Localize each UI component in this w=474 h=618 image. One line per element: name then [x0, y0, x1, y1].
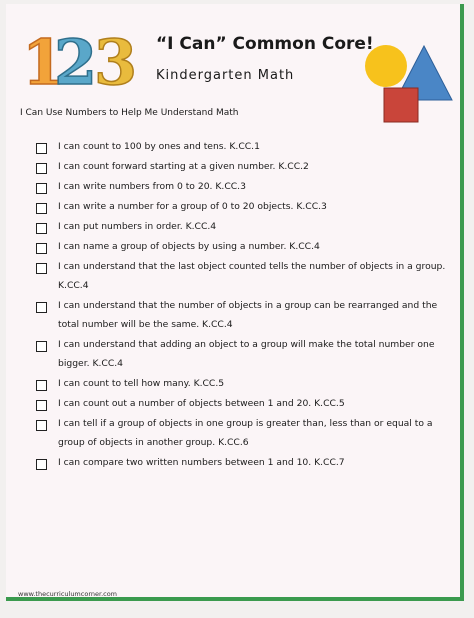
- checklist-item-text: I can put numbers in order. K.CC.4: [58, 221, 217, 232]
- checkbox[interactable]: [36, 223, 47, 234]
- checklist-item: [36, 399, 456, 413]
- checklist-item: [36, 162, 456, 176]
- checkbox[interactable]: [36, 459, 47, 470]
- checklist-item: [36, 301, 456, 334]
- checkbox[interactable]: [36, 380, 47, 391]
- checkbox[interactable]: [36, 203, 47, 214]
- checklist-item-text: I can name a group of objects by using a number. K.CC.4: [58, 241, 320, 252]
- checklist-item-text: I can write numbers from 0 to 20. K.CC.3: [58, 181, 246, 192]
- checklist-item: [36, 182, 456, 196]
- checklist-item-text: I can count to 100 by ones and tens. K.CC.1: [58, 141, 260, 152]
- checklist-item-text: I can count out a number of objects between 1 and 20. K.CC.5: [58, 398, 345, 409]
- numbers-logo-icon: [20, 22, 140, 92]
- red-square-icon: [384, 88, 418, 122]
- checkbox[interactable]: [36, 420, 47, 431]
- checkbox[interactable]: [36, 263, 47, 274]
- checklist-item-text: I can understand that the last object counted tells the number of objects in a group. K.CC.4: [58, 261, 446, 291]
- checklist-item: [36, 379, 456, 393]
- section-heading: I Can Use Numbers to Help Me Understand Math: [20, 108, 239, 118]
- checkbox[interactable]: [36, 183, 47, 194]
- checklist-item: [36, 222, 456, 236]
- checkbox[interactable]: [36, 243, 47, 254]
- checklist-item: [36, 142, 456, 156]
- checklist-item-text: I can count forward starting at a given number. K.CC.2: [58, 161, 309, 172]
- footer-url: www.thecurriculumcorner.com: [18, 590, 118, 598]
- svg-text:3: 3: [94, 26, 138, 92]
- checklist-item-text: I can understand that adding an object to a group will make the total number one bigger. K.CC.4: [58, 339, 435, 369]
- checkbox[interactable]: [36, 400, 47, 411]
- checklist-item-text: I can tell if a group of objects in one group is greater than, less than or equal to a group of objects in another group. K.CC.6: [58, 418, 433, 448]
- checkbox[interactable]: [36, 302, 47, 313]
- checklist-item-text: I can understand that the number of objects in a group can be rearranged and the total number will be the same. K.CC.4: [58, 300, 438, 330]
- worksheet-page: [6, 4, 464, 601]
- checklist-item: [36, 458, 456, 472]
- shapes-illustration-icon: [362, 44, 454, 126]
- yellow-circle-icon: [365, 45, 407, 87]
- checkbox[interactable]: [36, 341, 47, 352]
- page-title: “I Can” Common Core!: [156, 34, 374, 54]
- checklist-item-text: I can compare two written numbers between 1 and 10. K.CC.7: [58, 457, 345, 468]
- checklist-item: [36, 242, 456, 256]
- checklist-item-text: I can count to tell how many. K.CC.5: [58, 378, 225, 389]
- checklist-item-text: I can write a number for a group of 0 to 20 objects. K.CC.3: [58, 201, 327, 212]
- checkbox[interactable]: [36, 143, 47, 154]
- checkbox[interactable]: [36, 163, 47, 174]
- checklist-item: [36, 340, 456, 373]
- svg-text:1: 1: [22, 26, 66, 92]
- svg-text:2: 2: [54, 26, 98, 92]
- checklist-item: [36, 419, 456, 452]
- checklist-item: [36, 202, 456, 216]
- checklist-item: [36, 262, 456, 295]
- checklist: [36, 142, 456, 478]
- page-subtitle: Kindergarten Math: [156, 68, 295, 83]
